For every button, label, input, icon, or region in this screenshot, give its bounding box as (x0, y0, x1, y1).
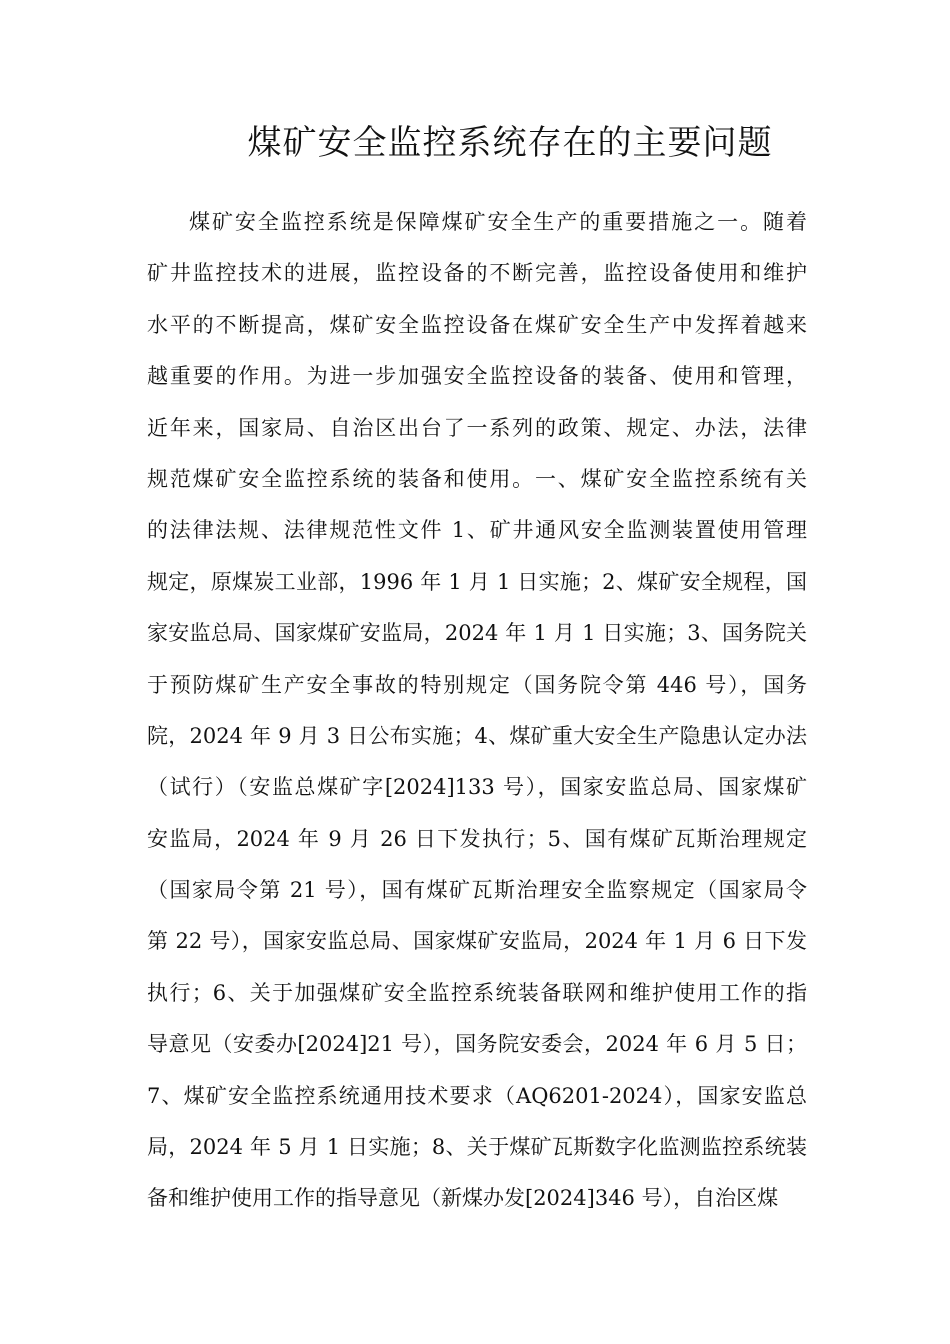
body-line: 7、煤矿安全监控系统通用技术要求（AQ6201-2024），国家安监总 (147, 1083, 807, 1108)
body-line: 规范煤矿安全监控系统的装备和使用。一、煤矿安全监控系统有关 (147, 466, 807, 491)
body-line: 越重要的作用。为进一步加强安全监控设备的装备、使用和管理， (147, 364, 807, 389)
body-line: 规定，原煤炭工业部，1996 年 1 月 1 日实施；2、煤矿安全规程，国 (147, 569, 807, 594)
body-line: （试行）（安监总煤矿字[2024]133 号），国家安监总局、国家煤矿 (147, 775, 807, 800)
body-line: 矿井监控技术的进展，监控设备的不断完善，监控设备使用和维护 (147, 261, 807, 286)
body-line: 近年来，国家局、自治区出台了一系列的政策、规定、办法，法律 (147, 415, 807, 440)
body-line: 导意见（安委办[2024]21 号），国务院安委会，2024 年 6 月 5 日； (147, 1032, 807, 1057)
body-line: 执行；6、关于加强煤矿安全监控系统装备联网和维护使用工作的指 (147, 980, 807, 1005)
body-line: 安监局，2024 年 9 月 26 日下发执行；5、国有煤矿瓦斯治理规定 (147, 826, 807, 851)
body-line: 水平的不断提高，煤矿安全监控设备在煤矿安全生产中发挥着越来 (147, 312, 807, 337)
document-title: 煤矿安全监控系统存在的主要问题 (247, 123, 773, 163)
body-line: 家安监总局、国家煤矿安监局，2024 年 1 月 1 日实施；3、国务院关 (147, 621, 807, 646)
body-line: 第 22 号），国家安监总局、国家煤矿安监局，2024 年 1 月 6 日下发 (147, 929, 807, 954)
body-line: 局，2024 年 5 月 1 日实施；8、关于煤矿瓦斯数字化监测监控系统装 (147, 1135, 807, 1160)
body-line: 于预防煤矿生产安全事故的特别规定（国务院令第 446 号），国务 (147, 672, 807, 697)
body-line: 备和维护使用工作的指导意见（新煤办发[2024]346 号），自治区煤 (147, 1186, 779, 1211)
body-line: （国家局令第 21 号），国有煤矿瓦斯治理安全监察规定（国家局令 (147, 878, 807, 903)
body-line: 的法律法规、法律规范性文件 1、矿井通风安全监测装置使用管理 (147, 518, 807, 543)
document-body (147, 197, 807, 1225)
body-line: 院，2024 年 9 月 3 日公布实施；4、煤矿重大安全生产隐患认定办法 (147, 723, 807, 748)
body-line: 煤矿安全监控系统是保障煤矿安全生产的重要措施之一。随着 (189, 210, 807, 234)
